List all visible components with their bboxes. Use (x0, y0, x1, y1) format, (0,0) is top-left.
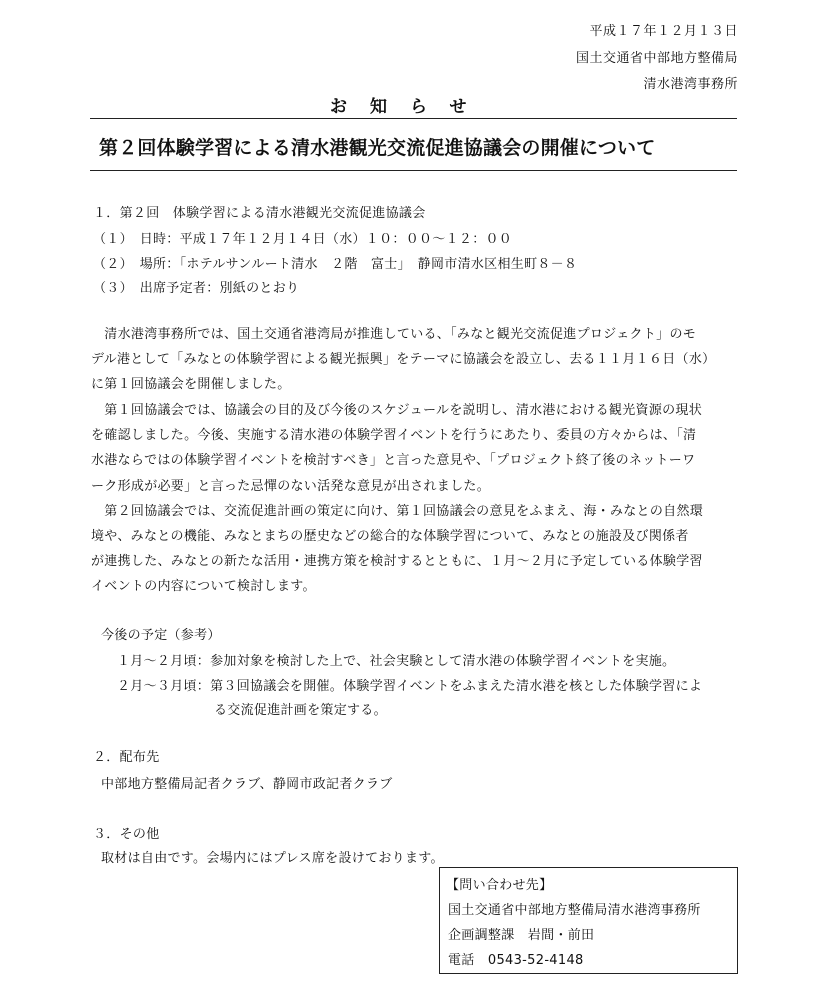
schedule-line: １月～２月頃：参加対象を検討した上で、社会実験として清水港の体験学習イベントを実施。 (117, 654, 676, 669)
body-line: 清水港湾事務所では、国土交通省港湾局が推進している、「みなと観光交流促進プロジェクト」のモ (91, 327, 697, 342)
section3-text: 取材は自由です。会場内にはプレス席を設けております。 (101, 851, 444, 866)
section2-heading: ２．配布先 (93, 750, 160, 765)
contact-organization: 国土交通省中部地方整備局清水港湾事務所 (448, 903, 701, 918)
body-line: に第１回協議会を開催しました。 (91, 377, 291, 392)
body-line: 水港ならではの体験学習イベントを検討すべき」と言った意見や、「プロジェクト終了後のネットーワ (91, 453, 696, 468)
title-top-rule (90, 118, 737, 119)
body-line: デル港として「みなとの体験学習による観光振興」をテーマに協議会を設立し、去る１１月１６日（水） (91, 352, 716, 367)
body-line: 第１回協議会では、協議会の目的及び今後のスケジュールを説明し、清水港における観光資源の現状 (91, 403, 703, 418)
body-line: イベントの内容について検討します。 (91, 579, 316, 594)
contact-department: 企画調整課 岩間・前田 (448, 928, 595, 943)
body-line: を確認しました。今後、実施する清水港の体験学習イベントを行うにあたり、委員の方々からは、「清 (91, 428, 697, 443)
section1-item-attendees: （３） 出席予定者：別紙のとおり (93, 281, 300, 296)
section3-heading: ３．その他 (93, 827, 160, 842)
body-line: 第２回協議会では、交流促進計画の策定に向け、第１回協議会の意見をふまえ、海・みなとの自然環 (91, 504, 704, 519)
section1-item-place: （２） 場所：「ホテルサンルート清水 ２階 富士」 静岡市清水区相生町８－８ (93, 257, 578, 272)
schedule-line: る交流促進計画を策定する。 (214, 703, 387, 718)
contact-box (439, 867, 738, 974)
contact-phone: 電話 0543-52-4148 (448, 953, 584, 968)
document-title: 第２回体験学習による清水港観光交流促進協議会の開催について (99, 137, 656, 159)
section1-heading: １．第２回 体験学習による清水港観光交流促進協議会 (93, 206, 426, 221)
schedule-line: ２月～３月頃：第３回協議会を開催。体験学習イベントをふまえた清水港を核とした体験学習によ (117, 679, 703, 694)
title-bottom-rule (90, 170, 737, 171)
section1-item-datetime: （１） 日時：平成１７年１２月１４日（水）１０：００～１２：００ (93, 232, 513, 247)
body-line: 境や、みなとの機能、みなとまちの歴史などの総合的な体験学習について、みなとの施設及び関係者 (91, 529, 689, 544)
body-line: ーク形成が必要」と言った忌憚のない活発な意見が出されました。 (91, 479, 491, 494)
section2-text: 中部地方整備局記者クラブ、静岡市政記者クラブ (101, 777, 393, 792)
organization-line: 国土交通省中部地方整備局 (575, 51, 738, 66)
contact-heading: 【問い合わせ先】 (446, 878, 553, 893)
office-line: 清水港湾事務所 (643, 77, 738, 92)
date-line: 平成１７年１２月１３日 (589, 24, 738, 39)
body-line: が連携した、みなとの新たな活用・連携方策を検討するとともに、１月～２月に予定している体験学習 (91, 554, 703, 569)
schedule-heading: 今後の予定（参考） (101, 628, 221, 643)
notice-heading: お知らせ (330, 97, 490, 117)
